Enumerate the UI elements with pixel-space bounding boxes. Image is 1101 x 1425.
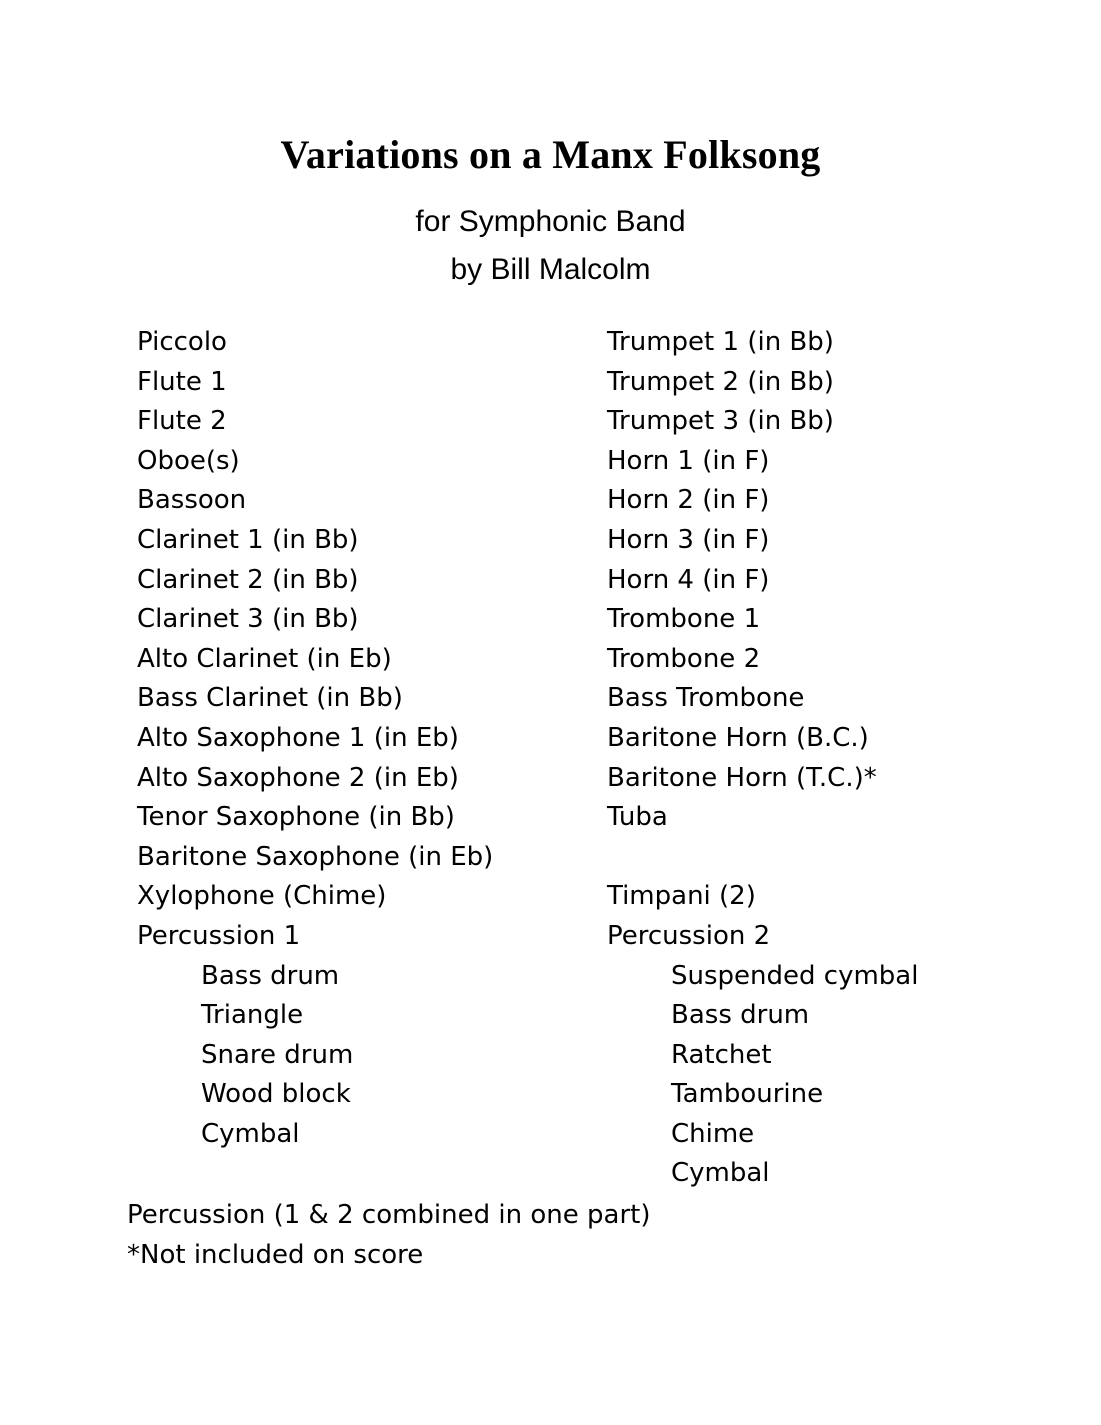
instrument-row: Tambourine (671, 1079, 824, 1110)
instrument-row: Piccolo (137, 327, 227, 357)
instrumentation-column-left (137, 323, 493, 1154)
instrument-row: Chime (671, 1118, 755, 1149)
instrument-row: Percussion 1 (137, 920, 301, 951)
instrument-row: Bass Clarinet (in Bb) (137, 683, 403, 714)
instrument-row: Percussion 2 (607, 920, 771, 951)
instrument-row: Snare drum (201, 1039, 354, 1070)
instrument-row: Cymbal (671, 1158, 770, 1189)
subtitle-ensemble: for Symphonic Band (415, 205, 686, 238)
instrument-row: Tenor Saxophone (in Bb) (137, 802, 455, 833)
instrument-row: Bass Trombone (607, 683, 805, 714)
page-title: Variations on a Manx Folksong (280, 132, 821, 177)
instrument-row: Tuba (607, 802, 668, 833)
footnotes (127, 1196, 650, 1275)
instrument-row: Clarinet 1 (in Bb) (137, 524, 359, 555)
instrument-row: Flute 1 (137, 366, 227, 397)
instrument-row: Cymbal (201, 1118, 300, 1149)
instrument-row: Oboe(s) (137, 445, 240, 476)
footnote-line: *Not included on score (127, 1239, 424, 1270)
instrument-row: Alto Clarinet (in Eb) (137, 643, 392, 674)
subtitle-composer: by Bill Malcolm (450, 253, 651, 286)
instrument-row: Triangle (201, 1000, 304, 1031)
instrument-row: Baritone Horn (T.C.)* (607, 762, 877, 793)
instrument-row: Baritone Horn (B.C.) (607, 722, 869, 753)
instrument-row: Flute 2 (137, 406, 227, 437)
instrument-row: Horn 1 (in F) (607, 445, 770, 476)
instrument-row: Horn 3 (in F) (607, 524, 770, 555)
instrument-row: Trombone 2 (607, 643, 761, 674)
instrument-row: Trumpet 2 (in Bb) (607, 366, 834, 397)
instrument-row: Trombone 1 (607, 604, 761, 635)
instrument-row: Alto Saxophone 1 (in Eb) (137, 722, 459, 753)
instrument-row: Horn 4 (in F) (607, 564, 770, 595)
instrument-row: Suspended cymbal (671, 960, 919, 991)
instrument-row: Bass drum (671, 1000, 810, 1031)
instrument-row: Clarinet 2 (in Bb) (137, 564, 359, 595)
instrumentation-column-right (607, 323, 918, 1194)
instrument-row: Bassoon (137, 485, 247, 516)
instrument-row: Bass drum (201, 960, 340, 991)
instrument-row: Wood block (201, 1079, 351, 1110)
instrument-spacer (607, 838, 918, 878)
instrument-row: Xylophone (Chime) (137, 881, 387, 912)
instrument-row: Alto Saxophone 2 (in Eb) (137, 762, 459, 793)
instrument-row: Timpani (2) (607, 881, 756, 912)
instrument-row: Trumpet 3 (in Bb) (607, 406, 834, 437)
instrumentation-list (0, 323, 1101, 1203)
instrument-row: Clarinet 3 (in Bb) (137, 604, 359, 635)
instrument-row: Ratchet (671, 1039, 772, 1070)
footnote-line: Percussion (1 & 2 combined in one part) (127, 1200, 651, 1230)
instrument-row: Trumpet 1 (in Bb) (607, 327, 834, 357)
instrument-row: Horn 2 (in F) (607, 485, 770, 516)
instrument-row: Baritone Saxophone (in Eb) (137, 841, 494, 872)
